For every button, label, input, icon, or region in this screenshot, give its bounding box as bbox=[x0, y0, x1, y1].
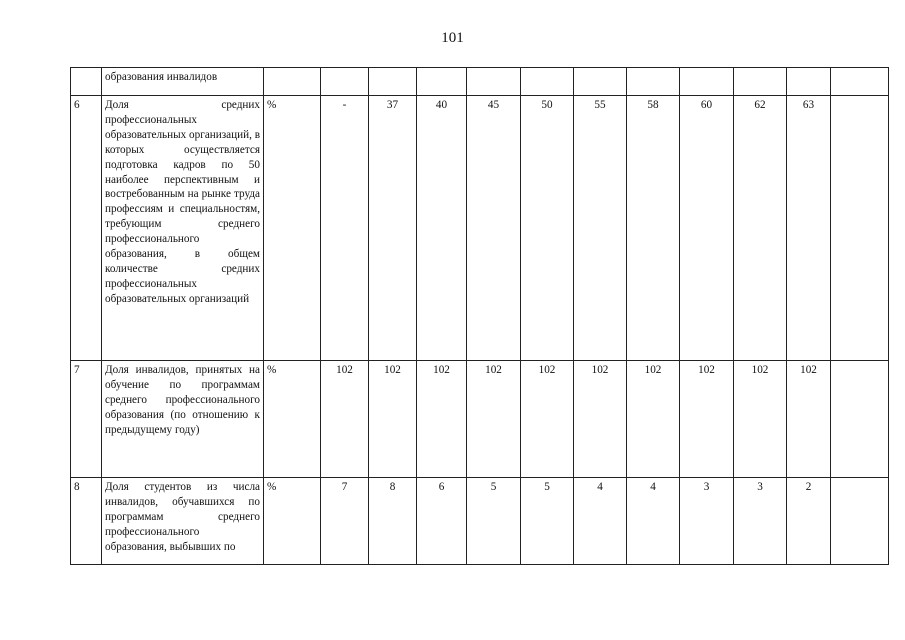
unit-cell: % bbox=[264, 361, 321, 478]
value-cell: 50 bbox=[521, 96, 574, 361]
value-cell: 102 bbox=[467, 361, 521, 478]
extra-cell bbox=[831, 96, 889, 361]
value-cell bbox=[521, 68, 574, 96]
value-cell: - bbox=[321, 96, 369, 361]
table-row-8 bbox=[71, 478, 889, 565]
value-cell bbox=[627, 68, 680, 96]
table-row-continuation bbox=[71, 68, 889, 96]
unit-cell: % bbox=[264, 96, 321, 361]
value-cell: 102 bbox=[574, 361, 627, 478]
value-cell: 102 bbox=[627, 361, 680, 478]
value-cell bbox=[467, 68, 521, 96]
row-number-cell: 7 bbox=[71, 361, 102, 478]
value-cell: 102 bbox=[417, 361, 467, 478]
value-cell: 3 bbox=[680, 478, 734, 565]
value-cell bbox=[734, 68, 787, 96]
value-cell: 4 bbox=[574, 478, 627, 565]
extra-cell bbox=[831, 361, 889, 478]
value-cell: 2 bbox=[787, 478, 831, 565]
row-number-cell bbox=[71, 68, 102, 96]
row-number-cell: 8 bbox=[71, 478, 102, 565]
value-cell bbox=[574, 68, 627, 96]
value-cell: 58 bbox=[627, 96, 680, 361]
value-cell bbox=[680, 68, 734, 96]
table-row-6 bbox=[71, 96, 889, 361]
value-cell: 102 bbox=[787, 361, 831, 478]
indicator-name-cell: образования инвалидов bbox=[102, 68, 264, 96]
page-number: 101 bbox=[441, 30, 464, 46]
value-cell: 102 bbox=[321, 361, 369, 478]
indicator-name-cell: Доля студентов из числа инвалидов, обучавшихся по программам среднего профессионального образования, выбывших по bbox=[102, 478, 264, 565]
value-cell: 37 bbox=[369, 96, 417, 361]
value-cell: 45 bbox=[467, 96, 521, 361]
unit-cell bbox=[264, 68, 321, 96]
value-cell: 5 bbox=[521, 478, 574, 565]
indicator-name-cell: Доля средних профессиональных образовательных организаций, в которых осуществляется подготовка кадров по 50 наиболее перспективным и востребованным на рынке труда профессиям и специальностям, требующим среднего профессионального образования, в общем количестве средних профессиональных образовательных организаций bbox=[102, 96, 264, 361]
value-cell bbox=[417, 68, 467, 96]
value-cell: 102 bbox=[734, 361, 787, 478]
value-cell bbox=[787, 68, 831, 96]
value-cell: 6 bbox=[417, 478, 467, 565]
extra-cell bbox=[831, 478, 889, 565]
value-cell: 4 bbox=[627, 478, 680, 565]
table-row-7 bbox=[71, 361, 889, 478]
value-cell: 55 bbox=[574, 96, 627, 361]
value-cell: 60 bbox=[680, 96, 734, 361]
value-cell: 7 bbox=[321, 478, 369, 565]
value-cell bbox=[369, 68, 417, 96]
value-cell: 63 bbox=[787, 96, 831, 361]
indicators-table bbox=[70, 67, 889, 565]
value-cell: 40 bbox=[417, 96, 467, 361]
value-cell: 102 bbox=[680, 361, 734, 478]
row-number-cell: 6 bbox=[71, 96, 102, 361]
extra-cell bbox=[831, 68, 889, 96]
unit-cell: % bbox=[264, 478, 321, 565]
value-cell: 102 bbox=[521, 361, 574, 478]
value-cell: 62 bbox=[734, 96, 787, 361]
value-cell bbox=[321, 68, 369, 96]
value-cell: 8 bbox=[369, 478, 417, 565]
value-cell: 3 bbox=[734, 478, 787, 565]
value-cell: 5 bbox=[467, 478, 521, 565]
value-cell: 102 bbox=[369, 361, 417, 478]
indicator-name-cell: Доля инвалидов, принятых на обучение по программам среднего профессионального образования (по отношению к предыдущему году) bbox=[102, 361, 264, 478]
